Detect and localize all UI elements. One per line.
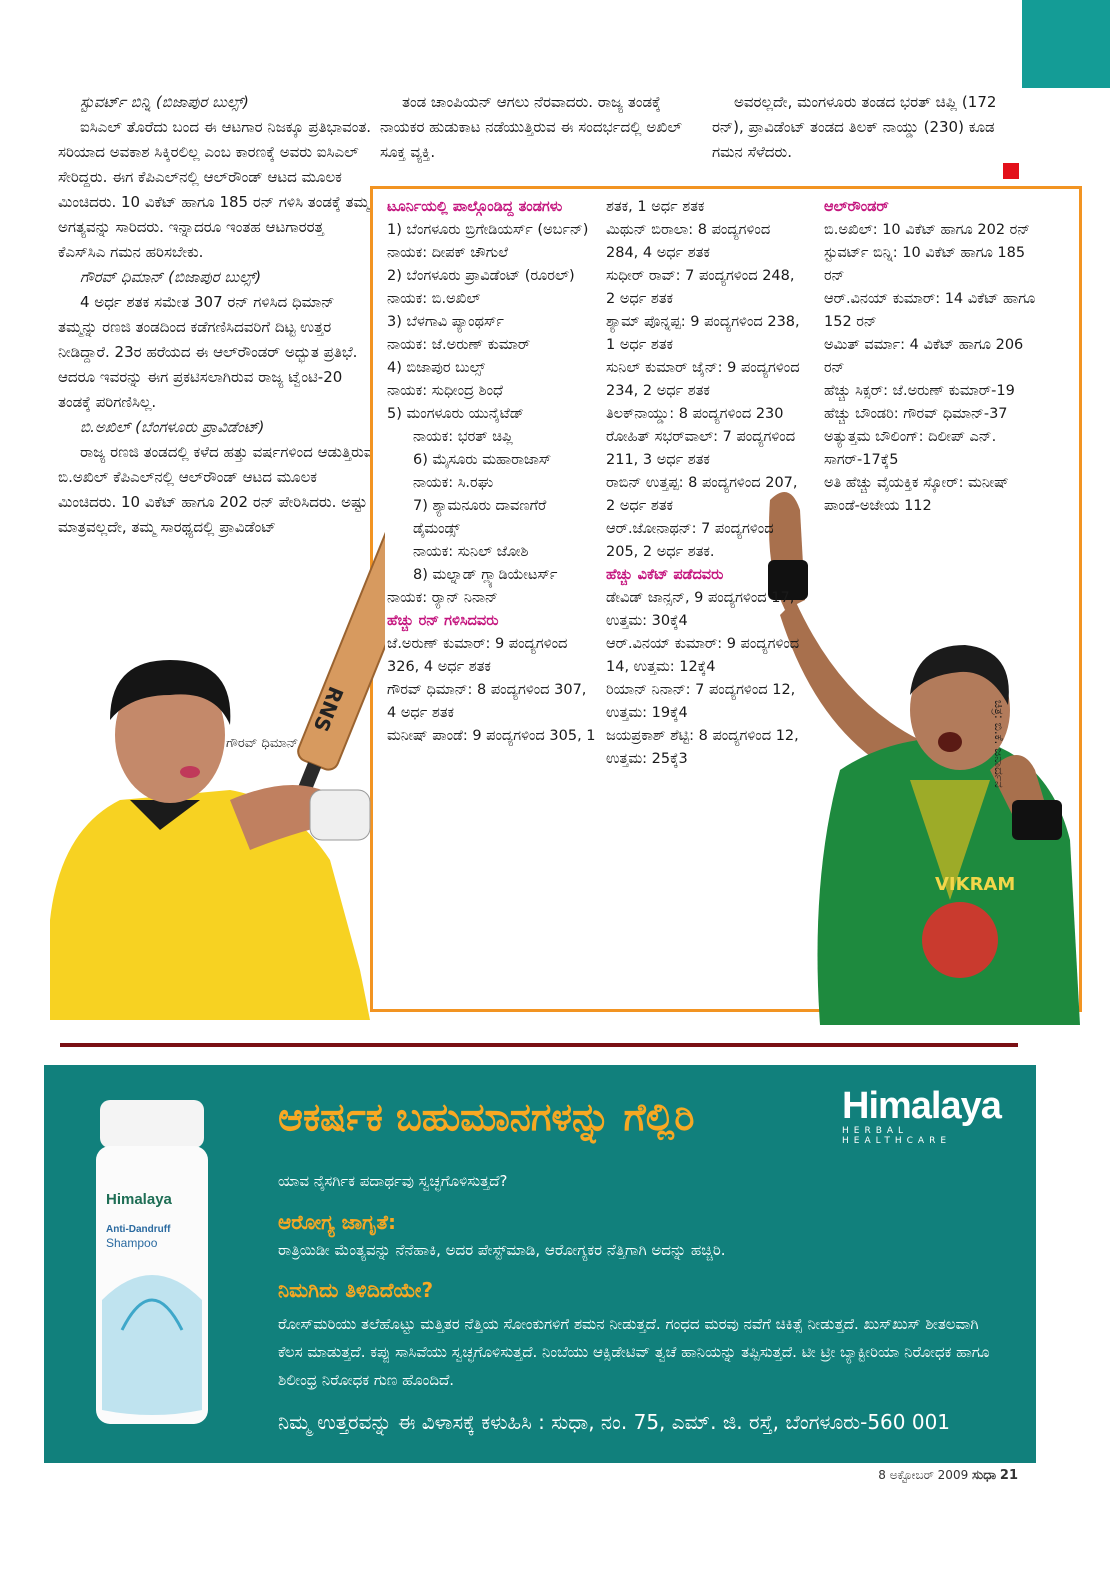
ad-question: ಯಾವ ನೈಸರ್ಗಿಕ ಪದಾರ್ಥವು ಸ್ವಚ್ಛಗೊಳಿಸುತ್ತದೆ? <box>278 1172 508 1190</box>
article-column-2 <box>380 90 682 165</box>
stats-entry: 1) ಬೆಂಗಳೂರು ಬ್ರಿಗೇಡಿಯರ್ಸ್ (ಅರ್ಬನ್) <box>387 222 589 238</box>
stats-entry: ಅತ್ಯುತ್ತಮ ಬೌಲಿಂಗ್: ದಿಲೀಪ್ ಎನ್. ಸಾಗರ್-17ಕ್ಕೆ5 <box>824 429 997 468</box>
jersey-text: VIKRAM <box>935 874 1016 895</box>
stats-entry: ನಾಯಕ: ಸಿ.ರಘು <box>413 475 494 491</box>
stats-entry: ಆರ್.ವಿನಯ್ ಕುಮಾರ್: 14 ವಿಕೆಟ್ ಹಾಗೂ 152 ರನ್ <box>824 291 1036 330</box>
stats-column-3 <box>824 196 1044 518</box>
bottle-line: Anti-Dandruff <box>106 1224 171 1235</box>
ad-facts: ರೋಸ್‌ಮರಿಯು ತಲೆಹೊಟ್ಟು ಮತ್ತಿತರ ನೆತ್ತಿಯ ಸೋಂಕುಗಳಿಗೆ ಶಮನ ನೀಡುತ್ತದೆ. ಗಂಧದ ಮರವು ನವೆಗೆ ಚಿಕಿತ್ಸೆ ನೀಡುತ್ತದೆ. ಖುಸ್‌ಖುಸ್ ಶೀತಲವಾಗಿ ಕೆಲಸ ಮಾಡುತ್ತದೆ. ಕಪ್ಪು ಸಾಸಿವೆಯು ಸ್ವಚ್ಛಗೊಳಿಸುತ್ತದೆ. ನಿಂಬೆಯು ಆಕ್ಸಿಡೇಟಿವ್ ತ್ವಚೆ ಹಾನಿಯನ್ನು ತಪ್ಪಿಸುತ್ತದೆ. ಟೀ ಟ್ರೀ ಬ್ಯಾಕ್ಟೀರಿಯಾ ನಿರೋಧಕ ಹಾಗೂ ಶಿಲೀಂಧ್ರ ನಿರೋಧಕ ಗುಣ ಹೊಂದಿದೆ. <box>278 1315 990 1389</box>
shampoo-bottle-image <box>92 1100 212 1425</box>
stats-entry: ಗೌರವ್ ಧಿಮಾನ್: 8 ಪಂದ್ಯಗಳಿಂದ 307, 4 ಅರ್ಧ ಶತಕ <box>387 682 587 721</box>
stats-entry: ತಿಲಕ್‌ನಾಯ್ಡು: 8 ಪಂದ್ಯಗಳಿಂದ 230 <box>606 406 784 422</box>
ad-heading-health: ಆರೋಗ್ಯ ಜಾಗೃತೆ: <box>278 1210 396 1234</box>
stats-column-1 <box>387 196 597 748</box>
article-paragraph: ತಂಡ ಚಾಂಪಿಯನ್ ಆಗಲು ನೆರವಾದರು. ರಾಜ್ಯ ತಂಡಕ್ಕೆ ನಾಯಕರ ಹುಡುಕಾಟ ನಡೆಯುತ್ತಿರುವ ಈ ಸಂದರ್ಭದಲ್ಲಿ ಅಖಿಲ್ ಸೂಕ್ತ ವ್ಯಕ್ತಿ. <box>380 93 682 161</box>
red-square-marker <box>1003 163 1019 179</box>
stats-entry: ಮನೀಷ್ ಪಾಂಡೆ: 9 ಪಂದ್ಯಗಳಿಂದ 305, 1 <box>387 728 596 744</box>
footer-page-number: 21 <box>999 1468 1018 1483</box>
stats-entry: ಅತಿ ಹೆಚ್ಚು ವೈಯಕ್ತಿಕ ಸ್ಕೋರ್: ಮನೀಷ್ ಪಾಂಡೆ-ಅಜೇಯ 112 <box>824 475 1009 514</box>
article-column-3 <box>712 90 1008 165</box>
photo-caption: ಗೌರವ್ ಧಿಮಾನ್ <box>226 736 299 751</box>
stats-entry: ನಾಯಕ: ಸುನಿಲ್ ಜೋಶಿ <box>413 544 529 560</box>
stats-entry: ನಾಯಕ: ಭರತ್ ಚಿಪ್ಲಿ <box>413 429 514 445</box>
photo-credit: ಚಿತ್ರ: ಬಿ.ಕೆ. ಜನಾರ್ದನ <box>992 700 1006 788</box>
stats-entry: ನಾಯಕ: ರ‍್ಯಾನ್ ನಿನಾನ್ <box>387 590 498 606</box>
ad-title: ಆಕರ್ಷಕ ಬಹುಮಾನಗಳನ್ನು ಗೆಲ್ಲಿರಿ <box>278 1095 695 1139</box>
article-paragraph: ಐಸಿಎಲ್ ತೊರೆದು ಬಂದ ಈ ಆಟಗಾರ ನಿಜಕ್ಕೂ ಪ್ರತಿಭಾವಂತ. ಸರಿಯಾದ ಅವಕಾಶ ಸಿಕ್ಕಿರಲಿಲ್ಲ ಎಂಬ ಕಾರಣಕ್ಕೆ ಅವರು ಐಸಿಎಲ್ ಸೇರಿದ್ದರು. ಈಗ ಕೆಪಿಎಲ್‌ನಲ್ಲಿ ಆಲ್‌ರೌಂಡ್ ಆಟದ ಮೂಲಕ ಮಿಂಚಿದರು. 10 ವಿಕೆಟ್ ಹಾಗೂ 185 ರನ್ ಗಳಿಸಿ ತಂಡಕ್ಕೆ ತಮ್ಮ ಅಗತ್ಯವನ್ನು ಸಾರಿದರು. ಇನ್ನಾದರೂ ಇಂತಹ ಆಟಗಾರರತ್ತ ಕೆಎಸ್‌ಸಿಎ ಗಮನ ಹರಿಸಬೇಕು. <box>58 118 372 261</box>
player-heading: ಬಿ.ಅಖಿಲ್ (ಬೆಂಗಳೂರು ಪ್ರಾವಿಡೆಂಟ್) <box>80 418 265 436</box>
bottle-name: Shampoo <box>106 1236 158 1250</box>
footer-date: 8 ಅಕ್ಟೋಬರ್ 2009 <box>878 1468 969 1482</box>
stats-entry: 6) ಮೈಸೂರು ಮಹಾರಾಜಾಸ್ <box>413 452 552 468</box>
stats-entry: ಡೇವಿಡ್ ಜಾನ್ಸನ್, 9 ಪಂದ್ಯಗಳಿಂದ 17, ಉತ್ತಮ: 30ಕ್ಕೆ4 <box>606 590 795 629</box>
stats-entry: ಸುಧೀರ್ ರಾವ್: 7 ಪಂದ್ಯಗಳಿಂದ 248, 2 ಅರ್ಧ ಶತಕ <box>606 268 795 307</box>
stats-entry: ಶತಕ, 1 ಅರ್ಧ ಶತಕ <box>606 199 705 215</box>
page-footer <box>878 1468 1018 1483</box>
stats-entry: 8) ಮಲ್ನಾಡ್ ಗ್ಲ್ಯಾಡಿಯೇಟರ್ಸ್ <box>413 567 558 583</box>
stats-entry: ಶ್ಯಾಮ್ ಪೊನ್ನಪ್ಪ: 9 ಪಂದ್ಯಗಳಿಂದ 238, 1 ಅರ್ಧ ಶತಕ <box>606 314 800 353</box>
stats-entry: ಜಯಪ್ರಕಾಶ್ ಶೆಟ್ಟಿ: 8 ಪಂದ್ಯಗಳಿಂದ 12, ಉತ್ತಮ: 25ಕ್ಕೆ3 <box>606 728 799 767</box>
section-divider <box>60 1043 1018 1047</box>
bat-brand-text: RNS <box>308 683 349 736</box>
article-paragraph: ಅವರಲ್ಲದೇ, ಮಂಗಳೂರು ತಂಡದ ಭರತ್ ಚಿಪ್ಲಿ (172 ರನ್), ಪ್ರಾವಿಡೆಂಟ್ ತಂಡದ ತಿಲಕ್ ನಾಯ್ಡು (230) ಕೂಡ ಗಮನ ಸೆಳೆದರು. <box>712 93 997 161</box>
stats-section-heading: ಆಲ್‌ರೌಂಡರ್ <box>824 199 889 215</box>
page-corner-tab <box>1022 0 1110 88</box>
article-paragraph: ರಾಜ್ಯ ರಣಜಿ ತಂಡದಲ್ಲಿ ಕಳೆದ ಹತ್ತು ವರ್ಷಗಳಿಂದ ಆಡುತ್ತಿರುವ ಬಿ.ಅಖಿಲ್ ಕೆಪಿಎಲ್‌ನಲ್ಲಿ ಆಲ್‌ರೌಂಡ್ ಆಟದ ಮೂಲಕ ಮಿಂಚಿದರು. 10 ವಿಕೆಟ್ ಹಾಗೂ 202 ರನ್ ಪೇರಿಸಿದರು. ಅಷ್ಟು ಮಾತ್ರವಲ್ಲದೇ, ತಮ್ಮ ಸಾರಥ್ಯದಲ್ಲಿ ಪ್ರಾವಿಡೆಂಟ್ <box>58 443 374 536</box>
stats-entry: 4) ಬಿಜಾಪುರ ಬುಲ್ಸ್ <box>387 360 486 376</box>
player-heading: ಸ್ಟುವರ್ಟ್ ಬಿನ್ನಿ (ಬಿಜಾಪುರ ಬುಲ್ಸ್) <box>80 93 249 111</box>
ad-health-tip: ರಾತ್ರಿಯಿಡೀ ಮೆಂತ್ಯವನ್ನು ನೆನೆಹಾಕಿ, ಅದರ ಪೇಸ್ಟ್‌ಮಾಡಿ, ಆರೋಗ್ಯಕರ ನೆತ್ತಿಗಾಗಿ ಅದನ್ನು ಹಚ್ಚಿರಿ. <box>278 1241 726 1259</box>
stats-entry: 3) ಬೆಳಗಾವಿ ಪ್ಯಾಂಥರ್ಸ್ <box>387 314 504 330</box>
stats-entry: ನಾಯಕ: ಬಿ.ಅಖಿಲ್ <box>387 291 481 307</box>
stats-entry: ರಿಯಾನ್ ನಿನಾನ್: 7 ಪಂದ್ಯಗಳಿಂದ 12, ಉತ್ತಮ: 19ಕ್ಕೆ4 <box>606 682 796 721</box>
stats-entry: ಹೆಚ್ಚು ಸಿಕ್ಸರ್: ಜೆ.ಅರುಣ್ ಕುಮಾರ್-19 <box>824 383 1015 399</box>
ad-address: ನಿಮ್ಮ ಉತ್ತರವನ್ನು ಈ ವಿಳಾಸಕ್ಕೆ ಕಳುಹಿಸಿ : ಸುಧಾ, ನಂ. 75, ಎಮ್. ಜಿ. ರಸ್ತೆ, ಬೆಂಗಳೂರು-560 001 <box>278 1410 951 1434</box>
stats-entry: ನಾಯಕ: ದೀಪಕ್ ಚೌಗುಲೆ <box>387 245 509 261</box>
stats-entry: 5) ಮಂಗಳೂರು ಯುನೈಟೆಡ್ <box>387 406 524 422</box>
stats-entry: 7) ಶ್ಯಾಮನೂರು ದಾವಣಗೆರೆ ಡೈಮಂಡ್ಸ್ <box>413 498 547 537</box>
stats-entry: ಸುನಿಲ್ ಕುಮಾರ್ ಜೈನ್: 9 ಪಂದ್ಯಗಳಿಂದ 234, 2 ಅರ್ಧ ಶತಕ <box>606 360 800 399</box>
batsman-photo <box>40 500 385 1020</box>
stats-entry: ಅಮಿತ್ ವರ್ಮಾ: 4 ವಿಕೆಟ್ ಹಾಗೂ 206 ರನ್ <box>824 337 1024 376</box>
ad-heading-did-you-know: ನಿಮಗಿದು ತಿಳಿದಿದೆಯೇ? <box>278 1278 434 1302</box>
stats-section-heading: ಹೆಚ್ಚು ವಿಕೆಟ್ ಪಡೆದವರು <box>606 567 724 583</box>
stats-entry: ಸ್ಟುವರ್ಟ್ ಬಿನ್ನಿ: 10 ವಿಕೆಟ್ ಹಾಗೂ 185 ರನ್ <box>824 245 1026 284</box>
stats-entry: ಹೆಚ್ಚು ಬೌಂಡರಿ: ಗೌರವ್ ಧಿಮಾನ್-37 <box>824 406 1008 422</box>
stats-entry: ಬಿ.ಅಖಿಲ್: 10 ವಿಕೆಟ್ ಹಾಗೂ 202 ರನ್ <box>824 222 1031 238</box>
stats-entry: ಜೆ.ಅರುಣ್ ಕುಮಾರ್: 9 ಪಂದ್ಯಗಳಿಂದ 326, 4 ಅರ್ಧ ಶತಕ <box>387 636 568 675</box>
stats-section-heading: ಹೆಚ್ಚು ರನ್ ಗಳಿಸಿದವರು <box>387 613 499 629</box>
stats-entry: ನಾಯಕ: ಸುಧೀಂದ್ರ ಶಿಂಧೆ <box>387 383 503 399</box>
stats-section-heading: ಟೂರ್ನಿಯಲ್ಲಿ ಪಾಲ್ಗೊಂಡಿದ್ದ ತಂಡಗಳು <box>387 199 563 215</box>
himalaya-logo <box>842 1085 1022 1155</box>
logo-tagline: HERBAL HEALTHCARE <box>842 1126 952 1146</box>
stats-entry: ರೋಹಿತ್ ಸಭರ್‌ವಾಲ್: 7 ಪಂದ್ಯಗಳಿಂದ 211, 3 ಅರ್ಧ ಶತಕ <box>606 429 796 468</box>
stats-entry: ಆರ್.ಜೋನಾಥನ್: 7 ಪಂದ್ಯಗಳಿಂದ 205, 2 ಅರ್ಧ ಶತಕ. <box>606 521 774 560</box>
stats-entry: 2) ಬೆಂಗಳೂರು ಪ್ರಾವಿಡೆಂಟ್ (ರೂರಲ್) <box>387 268 575 284</box>
stats-entry: ರಾಬಿನ್ ಉತ್ತಪ್ಪ: 8 ಪಂದ್ಯಗಳಿಂದ 207, 2 ಅರ್ಧ ಶತಕ <box>606 475 798 514</box>
bottle-brand: Himalaya <box>106 1191 172 1208</box>
stats-entry: ಮಿಥುನ್ ಬಿರಾಲಾ: 8 ಪಂದ್ಯಗಳಿಂದ 284, 4 ಅರ್ಧ ಶತಕ <box>606 222 771 261</box>
article-paragraph: 4 ಅರ್ಧ ಶತಕ ಸಮೇತ 307 ರನ್ ಗಳಿಸಿದ ಧಿಮಾನ್ ತಮ್ಮನ್ನು ರಣಜಿ ತಂಡದಿಂದ ಕಡೆಗಣಿಸಿದವರಿಗೆ ದಿಟ್ಟ ಉತ್ತರ ನೀಡಿದ್ದಾರೆ. 23ರ ಹರೆಯದ ಈ ಆಲ್‌ರೌಂಡರ್ ಅದ್ಭುತ ಪ್ರತಿಭೆ. ಆದರೂ ಇವರನ್ನು ಈಗ ಪ್ರಕಟಿಸಲಾಗಿರುವ ರಾಜ್ಯ ಟ್ವೆಂಟಿ-20 ತಂಡಕ್ಕೆ ಪರಿಗಣಿಸಿಲ್ಲ. <box>58 293 358 411</box>
article-column-1 <box>58 90 374 540</box>
logo-name: Himalaya <box>842 1085 1001 1127</box>
stats-entry: ಆರ್.ವಿನಯ್ ಕುಮಾರ್: 9 ಪಂದ್ಯಗಳಿಂದ 14, ಉತ್ತಮ: 12ಕ್ಕೆ4 <box>606 636 800 675</box>
footer-magazine: ಸುಧಾ <box>972 1468 997 1483</box>
stats-column-2 <box>606 196 806 771</box>
stats-entry: ನಾಯಕ: ಜೆ.ಅರುಣ್ ಕುಮಾರ್ <box>387 337 531 353</box>
player-heading: ಗೌರವ್ ಧಿಮಾನ್ (ಬಿಜಾಪುರ ಬುಲ್ಸ್) <box>80 268 262 286</box>
